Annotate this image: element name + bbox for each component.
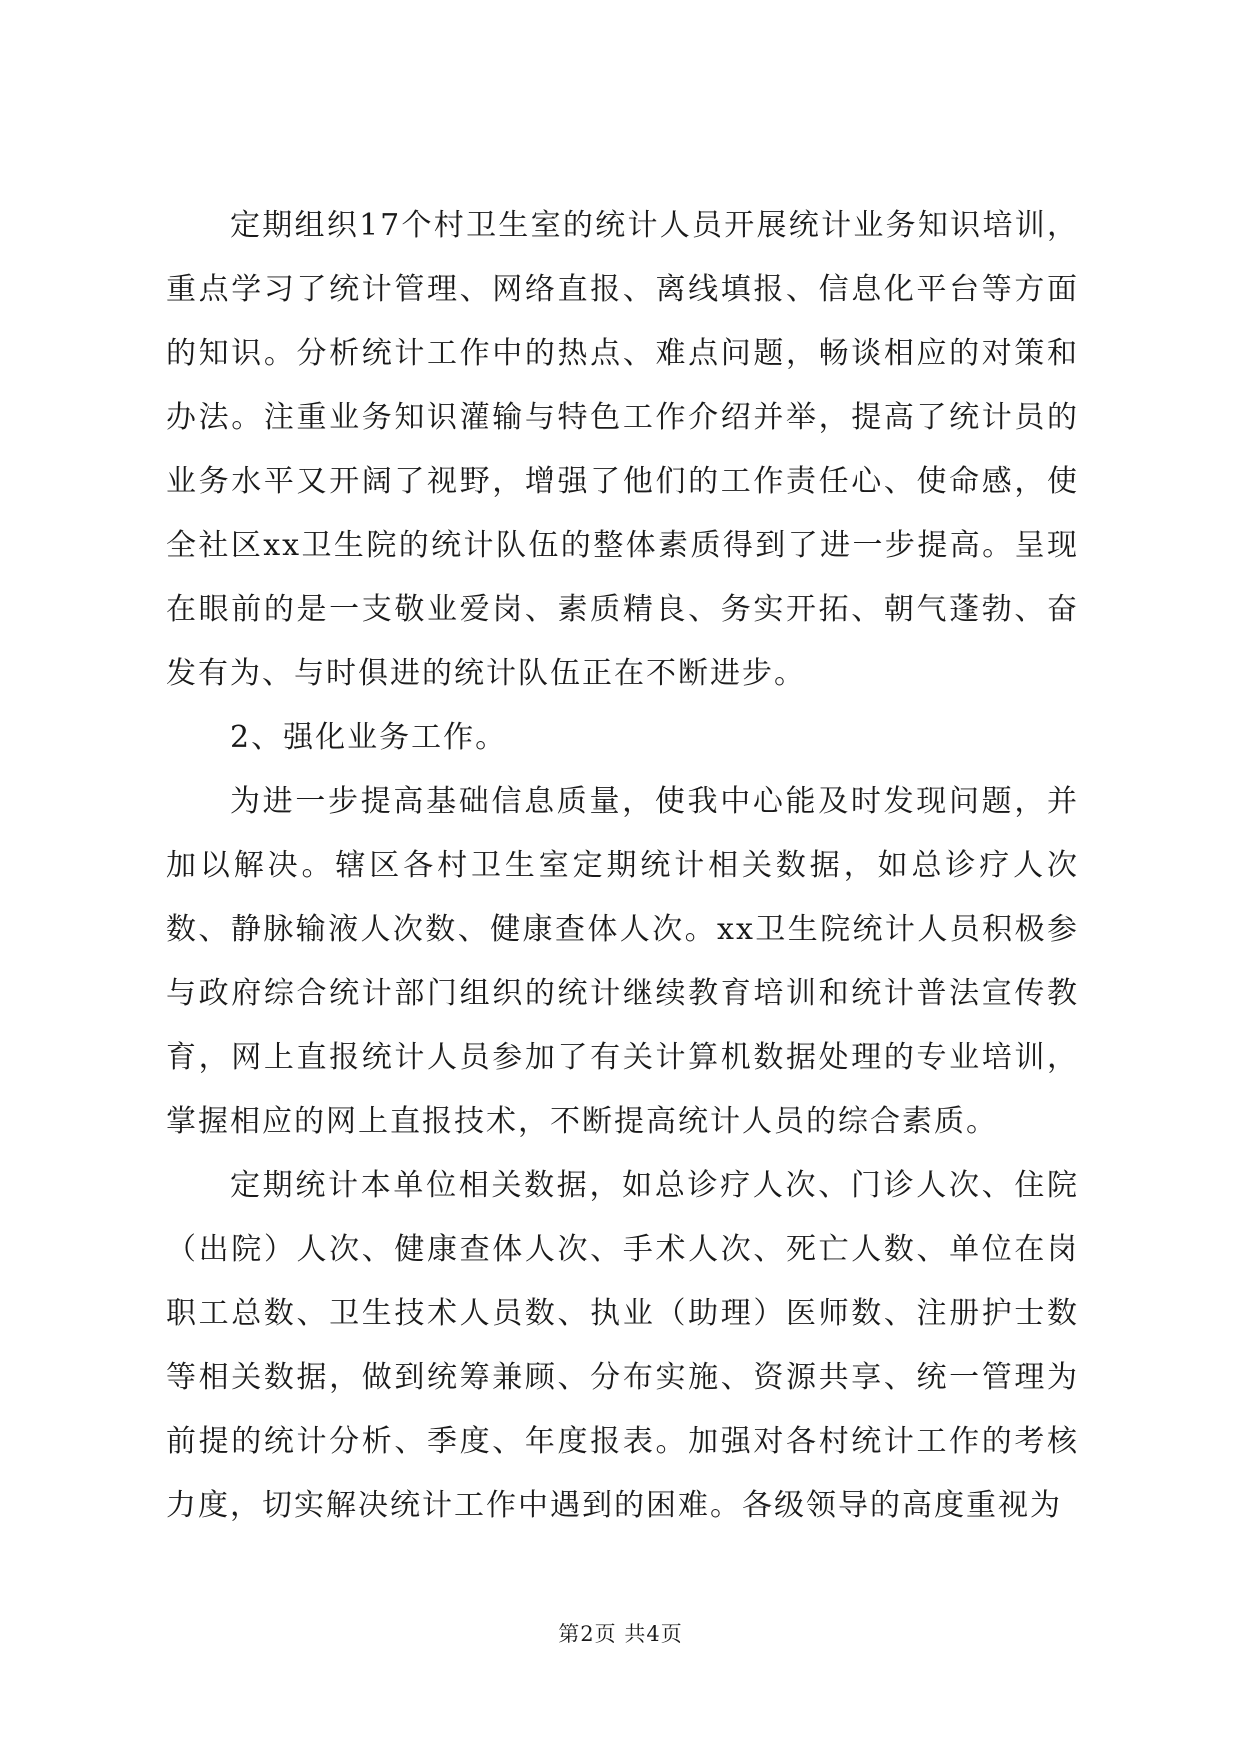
paragraph-info-quality: 为进一步提高基础信息质量，使我中心能及时发现问题，并加以解决。辖区各村卫生室定期统计相关数据，如总诊疗人次数、静脉输液人次数、健康查体人次。xx卫生院统计人员积极参与政府综合统计部门组织的统计继续教育培训和统计普法宣传教育，网上直报统计人员参加了有关计算机数据处理的专业培训，掌握相应的网上直报技术，不断提高统计人员的综合素质。 (166, 784, 1079, 1139)
section-heading-business-work: 2、强化业务工作。 (230, 720, 508, 755)
paragraph-training: 定期组织17个村卫生室的统计人员开展统计业务知识培训，重点学习了统计管理、网络直报、离线填报、信息化平台等方面的知识。分析统计工作中的热点、难点问题，畅谈相应的对策和办法。注重业务知识灌输与特色工作介绍并举，提高了统计员的业务水平又开阔了视野，增强了他们的工作责任心、使命感，使全社区xx卫生院的统计队伍的整体素质得到了进一步提高。呈现在眼前的是一支敬业爱岗、素质精良、务实开拓、朝气蓬勃、奋发有为、与时俱进的统计队伍正在不断进步。 (166, 208, 1079, 691)
document-body (166, 194, 1079, 1538)
page-number-footer: 第2页 共4页 (558, 1622, 683, 1646)
paragraph-unit-statistics: 定期统计本单位相关数据，如总诊疗人次、门诊人次、住院（出院）人次、健康查体人次、手术人次、死亡人数、单位在岗职工总数、卫生技术人员数、执业（助理）医师数、注册护士数等相关数据，做到统筹兼顾、分布实施、资源共享、统一管理为前提的统计分析、季度、年度报表。加强对各村统计工作的考核力度，切实解决统计工作中遇到的困难。各级领导的高度重视为 (166, 1168, 1079, 1523)
